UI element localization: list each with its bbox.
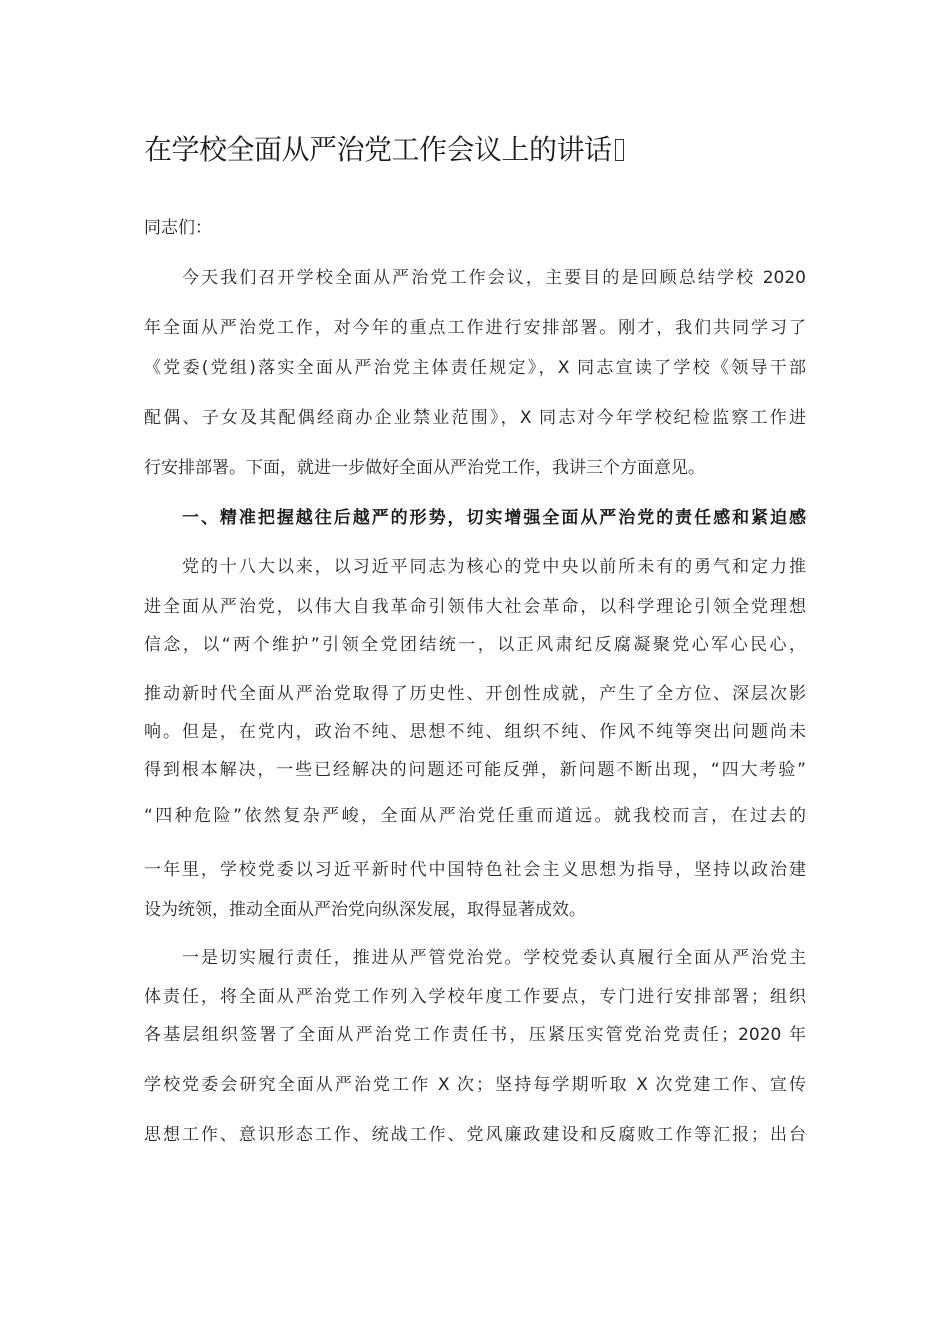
paragraph-line: “四种危险”依然复杂严峻，全面从严治党任重而道远。就我校而言，在过去的 (144, 806, 806, 826)
paragraph-line: 各基层组织签署了全面从严治党工作责任书，压紧压实管党治党责任；2020 年 (144, 1025, 806, 1045)
paragraph-line: 一年里，学校党委以习近平新时代中国特色社会主义思想为指导，坚持以政治建 (144, 860, 806, 880)
document-title (144, 128, 824, 172)
paragraph-line: 一是切实履行责任，推进从严管党治党。学校党委认真履行全面从严治党主 (182, 948, 806, 968)
section-heading: 一、精准把握越往后越严的形势，切实增强全面从严治党的责任感和紧迫感 (182, 508, 806, 528)
document-title-text: 在学校全面从严治党工作会议上的讲话 (144, 133, 612, 166)
paragraph-line: 思想工作、意识形态工作、统战工作、党风廉政建设和反腐败工作等汇报；出台 (144, 1125, 806, 1145)
paragraph-line: 信念，以“两个维护”引领全党团结统一，以正风肃纪反腐凝聚党心军心民心， (144, 635, 806, 655)
paragraph-line: 设为统领，推动全面从严治党向纵深发展，取得显著成效。 (144, 900, 586, 920)
paragraph-line: 学校党委会研究全面从严治党工作 X 次；坚持每学期听取 X 次党建工作、宣传 (144, 1075, 806, 1095)
paragraph-line: 年全面从严治党工作，对今年的重点工作进行安排部署。刚才，我们共同学习了 (144, 318, 806, 338)
paragraph-line: 推动新时代全面从严治党取得了历史性、开创性成就，产生了全方位、深层次影 (144, 684, 806, 704)
paragraph-line: 得到根本解决，一些已经解决的问题还可能反弹，新问题不断出现，“四大考验” (144, 760, 806, 780)
paragraph-line: 配偶、子女及其配偶经商办企业禁业范围》，X 同志对今年学校纪检监察工作进 (144, 408, 806, 428)
paragraph-line: 今天我们召开学校全面从严治党工作会议，主要目的是回顾总结学校 2020 (182, 268, 806, 288)
paragraph-line: 党的十八大以来，以习近平同志为核心的党中央以前所未有的勇气和定力推 (182, 557, 806, 577)
paragraph-line: 响。但是，在党内，政治不纯、思想不纯、组织不纯、作风不纯等突出问题尚未 (144, 722, 806, 742)
paragraph-line: 体责任，将全面从严治党工作列入学校年度工作要点，专门进行安排部署；组织 (144, 987, 806, 1007)
paragraph-line: 《党委(党组)落实全面从严治党主体责任规定》，X 同志宣读了学校《领导干部 (144, 358, 806, 378)
missing-glyph-icon (615, 139, 624, 161)
paragraph-line: 进全面从严治党，以伟大自我革命引领伟大社会革命，以科学理论引领全党理想 (144, 597, 806, 617)
salutation: 同志们： (144, 218, 212, 238)
paragraph-line: 行安排部署。下面，就进一步做好全面从严治党工作，我讲三个方面意见。 (144, 458, 705, 478)
